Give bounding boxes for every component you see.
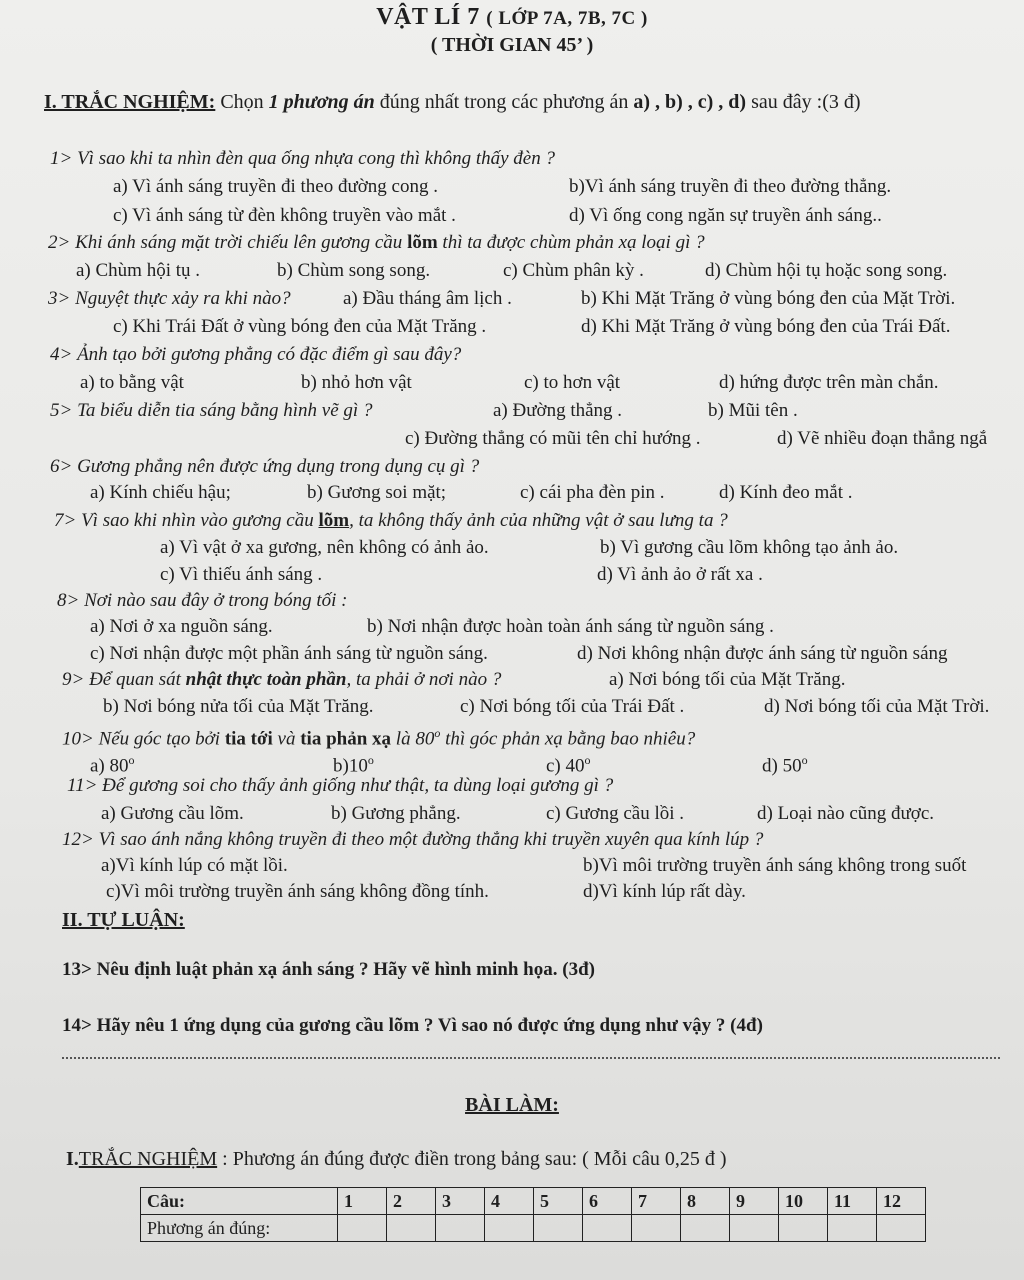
instr-emphasis: 1 phương án bbox=[268, 91, 375, 113]
question-11-option-c: c) Gương cầu lồi . bbox=[546, 803, 685, 824]
question-1-option-b: b)Vì ánh sáng truyền đi theo đường thẳng. bbox=[569, 176, 892, 197]
stem-part: là 80 bbox=[391, 728, 435, 750]
answer-cell[interactable] bbox=[583, 1215, 632, 1242]
question-9-option-d: d) Nơi bóng tối của Mặt Trời. bbox=[764, 696, 990, 717]
answer-cell[interactable] bbox=[485, 1215, 534, 1242]
stem-emphasis: lõm bbox=[407, 232, 438, 253]
question-7-option-a: a) Vì vật ở xa gương, nên không có ảnh ảo. bbox=[160, 537, 489, 558]
question-8-option-c: c) Nơi nhận được một phần ánh sáng từ nguồn sáng. bbox=[90, 643, 488, 664]
answer-heading: BÀI LÀM: bbox=[465, 1094, 559, 1116]
answer-label-cell: Phương án đúng: bbox=[141, 1215, 338, 1242]
stem-emphasis: tia tới bbox=[224, 728, 273, 750]
stem-part: thì ta được chùm phản xạ loại gì ? bbox=[437, 232, 705, 253]
question-number-cell: 8 bbox=[681, 1188, 730, 1215]
answer-cell[interactable] bbox=[534, 1215, 583, 1242]
stem-part: 9> Để quan sát bbox=[62, 669, 186, 690]
question-label-cell: Câu: bbox=[141, 1188, 338, 1215]
question-3-option-a: a) Đầu tháng âm lịch . bbox=[343, 288, 512, 309]
question-4-stem: 4> Ảnh tạo bởi gương phẳng có đặc điểm gì sau đây? bbox=[50, 344, 462, 365]
class-list: ( LỚP 7A, 7B, 7C ) bbox=[486, 8, 648, 29]
answer-cell[interactable] bbox=[338, 1215, 387, 1242]
question-1-option-d: d) Vì ống cong ngăn sự truyền ánh sáng.. bbox=[569, 205, 882, 226]
question-11-option-a: a) Gương cầu lõm. bbox=[101, 803, 244, 824]
question-2-option-c: c) Chùm phân kỳ . bbox=[503, 260, 644, 281]
question-2-option-a: a) Chùm hội tụ . bbox=[76, 260, 201, 281]
stem-part: 7> Vì sao khi nhìn vào gương cầu bbox=[54, 510, 319, 531]
question-12-option-d: d)Vì kính lúp rất dày. bbox=[583, 881, 746, 902]
stem-part: 10> Nếu góc tạo bởi bbox=[62, 728, 225, 750]
question-8-option-b: b) Nơi nhận được hoàn toàn ánh sáng từ nguồn sáng . bbox=[367, 616, 774, 637]
question-number-cell: 12 bbox=[877, 1188, 926, 1215]
question-number-cell: 11 bbox=[828, 1188, 877, 1215]
question-12-option-b: b)Vì môi trường truyền ánh sáng không trong suốt bbox=[583, 855, 967, 876]
question-5-option-a: a) Đường thẳng . bbox=[493, 400, 623, 421]
answer-table-header-row bbox=[141, 1188, 926, 1215]
dotted-separator bbox=[62, 1057, 1000, 1059]
part-label-text: TRẮC NGHIỆM bbox=[78, 1148, 218, 1170]
answer-cell[interactable] bbox=[681, 1215, 730, 1242]
question-6-option-d: d) Kính đeo mắt . bbox=[719, 482, 853, 503]
option-value: 80 bbox=[109, 755, 129, 777]
question-3-option-d: d) Khi Mặt Trăng ở vùng bóng đen của Trái Đất. bbox=[581, 316, 951, 337]
exam-title bbox=[0, 4, 1024, 31]
answer-cell[interactable] bbox=[436, 1215, 485, 1242]
part1-instruction bbox=[44, 90, 861, 114]
question-1-option-c: c) Vì ánh sáng từ đèn không truyền vào mắt . bbox=[113, 205, 456, 226]
exam-time: ( THỜI GIAN 45’ ) bbox=[430, 34, 594, 56]
question-5-option-b: b) Mũi tên . bbox=[708, 400, 798, 421]
degree-sign: o bbox=[434, 726, 441, 740]
question-6-option-a: a) Kính chiếu hậu; bbox=[90, 482, 231, 503]
degree-sign: o bbox=[367, 753, 374, 767]
stem-emphasis: tia phản xạ bbox=[300, 728, 392, 750]
question-7-stem bbox=[54, 509, 728, 533]
instr-text: Chọn bbox=[215, 91, 269, 113]
option-value: 40 bbox=[565, 755, 585, 777]
question-number-cell: 1 bbox=[338, 1188, 387, 1215]
question-7-option-d: d) Vì ảnh ảo ở rất xa . bbox=[597, 564, 763, 585]
answer-cell[interactable] bbox=[877, 1215, 926, 1242]
question-number-cell: 7 bbox=[632, 1188, 681, 1215]
stem-part: 2> Khi ánh sáng mặt trời chiếu lên gương cầu bbox=[48, 232, 408, 253]
part1-heading: I. TRẮC NGHIỆM: bbox=[44, 91, 216, 113]
question-number-cell: 9 bbox=[730, 1188, 779, 1215]
instr-points: sau đây :(3 đ) bbox=[746, 91, 861, 113]
stem-part: , ta không thấy ảnh của những vật ở sau lưng ta ? bbox=[349, 510, 728, 531]
answer-cell[interactable] bbox=[828, 1215, 877, 1242]
stem-emphasis: nhật thực toàn phần bbox=[185, 669, 347, 690]
question-2-option-d: d) Chùm hội tụ hoặc song song. bbox=[705, 260, 948, 281]
question-number-cell: 10 bbox=[779, 1188, 828, 1215]
answer-cell[interactable] bbox=[779, 1215, 828, 1242]
question-3-option-b: b) Khi Mặt Trăng ở vùng bóng đen của Mặt Trời. bbox=[581, 288, 956, 309]
stem-emphasis: lõm bbox=[318, 510, 350, 531]
question-11-option-d: d) Loại nào cũng được. bbox=[757, 803, 935, 824]
question-14: 14> Hãy nêu 1 ứng dụng của gương cầu lõm ? Vì sao nó được ứng dụng như vậy ? (4đ) bbox=[62, 1015, 763, 1036]
question-10-stem bbox=[62, 721, 695, 751]
stem-part: thì góc phản xạ bằng bao nhiêu? bbox=[440, 728, 696, 750]
question-9-stem bbox=[62, 668, 501, 692]
option-letter: d) bbox=[762, 755, 783, 777]
answer-cell[interactable] bbox=[632, 1215, 681, 1242]
question-11-option-b: b) Gương phẳng. bbox=[331, 803, 461, 824]
degree-sign: o bbox=[128, 753, 135, 767]
question-7-option-b: b) Vì gương cầu lõm không tạo ảnh ảo. bbox=[600, 537, 899, 558]
option-letter: c) bbox=[546, 755, 566, 777]
question-number-cell: 4 bbox=[485, 1188, 534, 1215]
instr-text: đúng nhất trong các phương án bbox=[374, 91, 634, 113]
answer-cell[interactable] bbox=[730, 1215, 779, 1242]
answer-instruction bbox=[66, 1147, 727, 1171]
question-12-stem: 12> Vì sao ánh nắng không truyền đi theo một đường thẳng khi truyền xuyên qua kính lúp ? bbox=[62, 829, 764, 850]
degree-sign: o bbox=[801, 753, 808, 767]
answer-table bbox=[140, 1187, 926, 1242]
question-5-option-c: c) Đường thẳng có mũi tên chỉ hướng . bbox=[405, 428, 701, 449]
subject-title: VẬT LÍ 7 bbox=[376, 4, 480, 30]
question-5-option-d: d) Vẽ nhiều đoạn thẳng ngắ bbox=[777, 428, 988, 449]
question-9-option-a: a) Nơi bóng tối của Mặt Trăng. bbox=[609, 669, 846, 690]
stem-part: , ta phải ở nơi nào ? bbox=[346, 669, 502, 690]
part2-heading: II. TỰ LUẬN: bbox=[62, 909, 185, 931]
question-2-stem bbox=[48, 231, 705, 255]
stem-part: và bbox=[272, 728, 301, 750]
question-number-cell: 2 bbox=[387, 1188, 436, 1215]
option-letter: b) bbox=[333, 755, 349, 777]
question-6-option-c: c) cái pha đèn pin . bbox=[520, 482, 665, 503]
instr-options: a) , b) , c) , d) bbox=[633, 91, 747, 113]
question-1-option-a: a) Vì ánh sáng truyền đi theo đường cong . bbox=[113, 176, 438, 197]
question-6-stem: 6> Gương phẳng nên được ứng dụng trong dụng cụ gì ? bbox=[50, 456, 480, 477]
answer-instruction-text: : Phương án đúng được điền trong bảng sau: ( Mỗi câu 0,25 đ ) bbox=[217, 1148, 727, 1170]
question-13: 13> Nêu định luật phản xạ ánh sáng ? Hãy vẽ hình minh họa. (3đ) bbox=[62, 959, 595, 980]
question-7-option-c: c) Vì thiếu ánh sáng . bbox=[160, 564, 323, 585]
question-9-option-b: b) Nơi bóng nửa tối của Mặt Trăng. bbox=[103, 696, 374, 717]
question-8-option-a: a) Nơi ở xa nguồn sáng. bbox=[90, 616, 273, 637]
question-3-stem: 3> Nguyệt thực xảy ra khi nào? bbox=[48, 288, 291, 309]
option-value: 10 bbox=[348, 755, 368, 777]
option-value: 50 bbox=[782, 755, 802, 777]
question-number-cell: 3 bbox=[436, 1188, 485, 1215]
answer-table-answer-row bbox=[141, 1215, 926, 1242]
question-9-option-c: c) Nơi bóng tối của Trái Đất . bbox=[460, 696, 685, 717]
question-number-cell: 6 bbox=[583, 1188, 632, 1215]
question-4-option-b: b) nhỏ hơn vật bbox=[301, 372, 412, 393]
answer-cell[interactable] bbox=[387, 1215, 436, 1242]
question-1-stem: 1> Vì sao khi ta nhìn đèn qua ống nhựa cong thì không thấy đèn ? bbox=[50, 148, 555, 169]
question-8-option-d: d) Nơi không nhận được ánh sáng từ nguồn sáng bbox=[577, 643, 948, 664]
question-3-option-c: c) Khi Trái Đất ở vùng bóng đen của Mặt Trăng . bbox=[113, 316, 487, 337]
question-4-option-d: d) hứng được trên màn chắn. bbox=[719, 372, 939, 393]
question-12-option-c: c)Vì môi trường truyền ánh sáng không đồng tính. bbox=[106, 881, 489, 902]
question-2-option-b: b) Chùm song song. bbox=[277, 260, 431, 281]
question-6-option-b: b) Gương soi mặt; bbox=[307, 482, 447, 503]
part-label: I. bbox=[66, 1148, 79, 1170]
question-11-stem: 11> Để gương soi cho thấy ảnh giống như thật, ta dùng loại gương gì ? bbox=[67, 775, 614, 796]
question-10-option-d bbox=[762, 748, 808, 778]
question-4-option-a: a) to bằng vật bbox=[80, 372, 184, 393]
degree-sign: o bbox=[584, 753, 591, 767]
question-number-cell: 5 bbox=[534, 1188, 583, 1215]
question-12-option-a: a)Vì kính lúp có mặt lồi. bbox=[101, 855, 288, 876]
question-8-stem: 8> Nơi nào sau đây ở trong bóng tối : bbox=[57, 590, 348, 611]
question-4-option-c: c) to hơn vật bbox=[524, 372, 621, 393]
option-letter: a) bbox=[90, 755, 110, 777]
question-5-stem: 5> Ta biểu diễn tia sáng bằng hình vẽ gì ? bbox=[50, 400, 373, 421]
